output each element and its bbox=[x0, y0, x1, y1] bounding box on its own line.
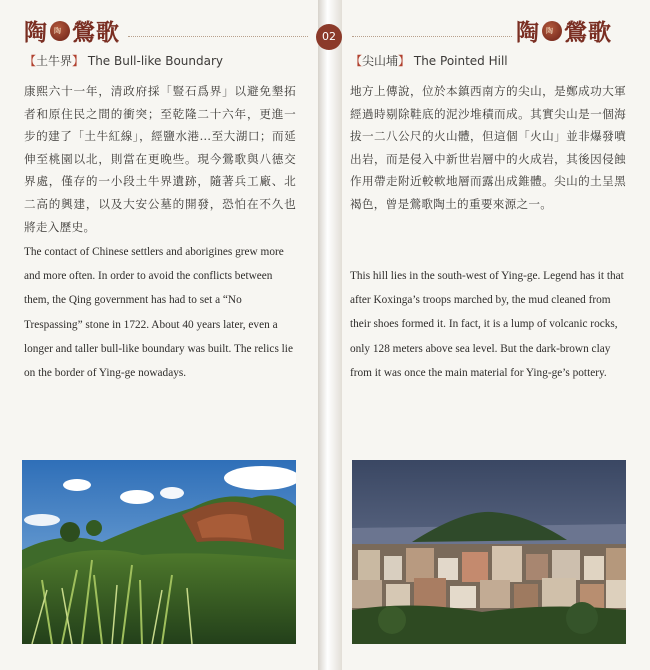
right-english-body: This hill lies in the south-west of Ying-ge. Legend has it that after Koxinga’s troops marched by, the mud cleaned from their shoes formed it. In fact, it is a lump of volcanic rocks, only 128 meters above sea level. But the dark-brown clay from it was once the main material for Ying-ge’s pottery. bbox=[350, 270, 624, 379]
left-english-body: The contact of Chinese settlers and aborigines grew more and more often. In order to avoid the conflicts between them, the Qing government has had to set a “No Trespassing” stone in 1722. About 40 years later, even a longer and taller bull-like boundary was built. The relics lie on the border of Ying-ge nowadays. bbox=[24, 246, 293, 380]
left-section-en: The Bull-like Boundary bbox=[87, 54, 224, 68]
right-section-cn: 尖山埔 bbox=[362, 54, 399, 68]
right-chinese-body: 地方上傳說，位於本鎮西南方的尖山，是鄭成功大軍經過時剔除鞋底的泥沙堆積而成。其實尖山是一個海拔一二八公尺的火山體，但這個「火山」並非爆發噴出岩，而是侵入中新世岩層中的火成岩，其後因侵蝕作用帶走附近較軟地層而露出成錐體。尖山的土呈黑褐色，曾是鶯歌陶土的重要來源之一。 bbox=[350, 84, 626, 211]
left-header-rule bbox=[128, 36, 308, 37]
right-section-en: The Pointed Hill bbox=[413, 54, 508, 68]
pointed-hill-photo bbox=[352, 460, 626, 644]
right-brand-logo: 陶 陶 鶯歌 bbox=[516, 19, 612, 46]
book-gutter bbox=[318, 0, 342, 670]
bull-boundary-photo bbox=[22, 460, 296, 644]
right-section-title: 【尖山埔】 The Pointed Hill bbox=[350, 54, 508, 68]
page-number-badge: 02 bbox=[316, 24, 342, 50]
left-chinese-body: 康熙六十一年，清政府採「豎石爲界」以避免墾拓者和原住民之間的衝突；至乾隆二十六年，更進一步的建了「土牛紅線」，經鹽水港…至大湖口；而延伸至桃園以北，則當在更晚些。現今鶯歌與八德交界處，僅存的一小段土牛界遺跡，隨著兵工廠、北二高的興建，以及大安公墓的開發，恐怕在不久也將走入歷史。 bbox=[24, 84, 296, 234]
left-section-cn: 土牛界 bbox=[36, 54, 73, 68]
right-header-rule bbox=[352, 36, 512, 37]
left-brand-logo: 陶 陶 鶯歌 bbox=[24, 19, 120, 46]
pottery-icon: 陶 bbox=[542, 21, 562, 41]
left-section-title: 【土牛界】 The Bull-like Boundary bbox=[24, 54, 224, 68]
pottery-icon: 陶 bbox=[50, 21, 70, 41]
